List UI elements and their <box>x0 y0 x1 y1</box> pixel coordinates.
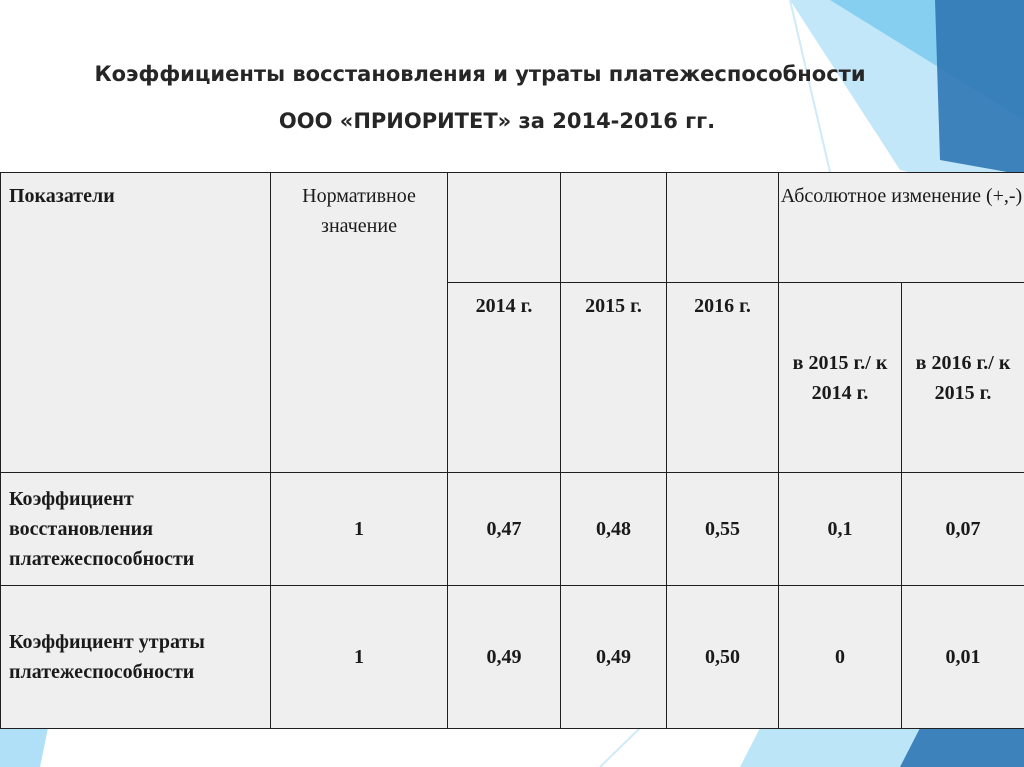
accent-shape-top-dark <box>935 0 1024 175</box>
header-indicators: Показатели <box>1 173 271 473</box>
cell-delta-2: 0,07 <box>902 473 1024 586</box>
cell-2014: 0,49 <box>448 586 561 729</box>
cell-2015: 0,49 <box>561 586 667 729</box>
cell-delta-1: 0,1 <box>779 473 902 586</box>
page-title: Коэффициенты восстановления и утраты платежеспособности <box>94 62 866 86</box>
cell-2014: 0,47 <box>448 473 561 586</box>
cell-2016: 0,50 <box>667 586 779 729</box>
solvency-table <box>0 172 1024 729</box>
cell-normative: 1 <box>271 586 448 729</box>
header-year-2014: 2014 г. <box>448 283 561 473</box>
accent-shape-bottom-left <box>0 728 48 767</box>
header-year-2016: 2016 г. <box>667 283 779 473</box>
cell-2015: 0,48 <box>561 473 667 586</box>
header-row-1 <box>1 173 1024 283</box>
cell-delta-2: 0,01 <box>902 586 1024 729</box>
header-empty-cell <box>561 173 667 283</box>
accent-line-bottom <box>600 728 640 767</box>
cell-2016: 0,55 <box>667 473 779 586</box>
cell-normative: 1 <box>271 473 448 586</box>
header-empty-cell <box>448 173 561 283</box>
header-delta-2015-2014: в 2015 г./ к 2014 г. <box>779 283 902 473</box>
header-empty-cell <box>667 173 779 283</box>
accent-shape-bottom-right-dark <box>900 728 1024 767</box>
header-delta-2016-2015: в 2016 г./ к 2015 г. <box>902 283 1024 473</box>
header-year-2015: 2015 г. <box>561 283 667 473</box>
cell-delta-1: 0 <box>779 586 902 729</box>
table-row <box>1 473 1024 586</box>
row-name: Коэффициент утраты платежеспособности <box>1 586 271 729</box>
row-name: Коэффициент восстановления платежеспособности <box>1 473 271 586</box>
table-row <box>1 586 1024 729</box>
page-subtitle: ООО «ПРИОРИТЕТ» за 2014-2016 гг. <box>278 109 716 133</box>
header-normative: Нормативное значение <box>271 173 448 473</box>
header-abs-change: Абсолютное изменение (+,-) <box>779 173 1024 283</box>
